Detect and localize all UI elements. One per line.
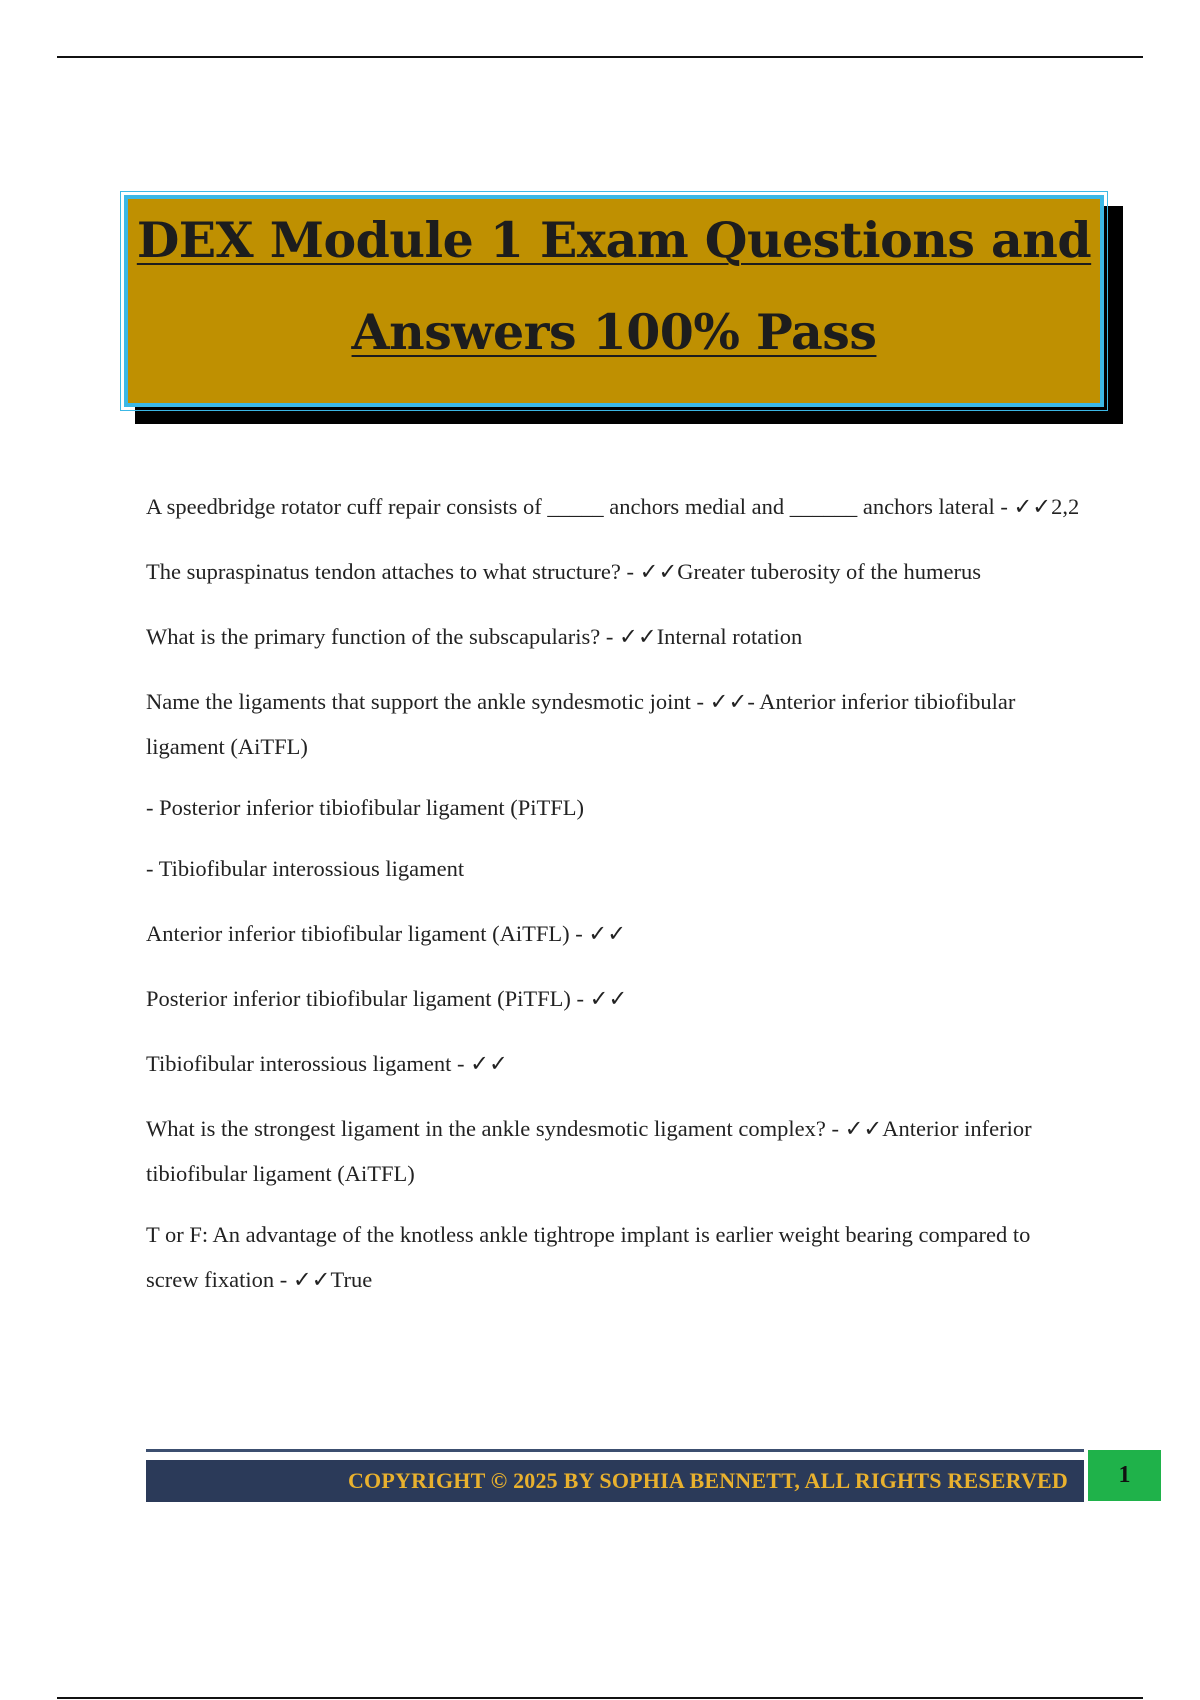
qa-item: - Tibiofibular interossious ligament	[146, 856, 465, 881]
footer-rule	[146, 1449, 1084, 1452]
title-line-1: DEX Module 1 Exam Questions and	[136, 211, 1092, 269]
page-number: 1	[1118, 1462, 1131, 1488]
qa-item: What is the primary function of the subscapularis? - ✓✓Internal rotation	[146, 624, 803, 649]
qa-item: What is the strongest ligament in the ankle syndesmotic ligament complex? - ✓✓Anterior inferior tibiofibular ligament (AiTFL)	[146, 1116, 1032, 1186]
top-rule	[57, 56, 1143, 58]
qa-item: Anterior inferior tibiofibular ligament (AiTFL) - ✓✓	[146, 921, 627, 946]
qa-item: Tibiofibular interossious ligament - ✓✓	[146, 1051, 508, 1076]
qa-item: Posterior inferior tibiofibular ligament (PiTFL) - ✓✓	[146, 986, 628, 1011]
qa-item: Name the ligaments that support the ankle syndesmotic joint - ✓✓- Anterior inferior tibiofibular ligament (AiTFL)	[146, 689, 1016, 759]
bottom-rule	[57, 1697, 1143, 1699]
qa-item: The supraspinatus tendon attaches to what structure? - ✓✓Greater tuberosity of the humerus	[146, 559, 981, 584]
document-body	[146, 484, 1086, 1322]
title-banner	[124, 195, 1104, 407]
qa-item: - Posterior inferior tibiofibular ligament (PiTFL)	[146, 795, 585, 820]
footer-bar	[146, 1460, 1084, 1502]
page-number-badge	[1088, 1450, 1161, 1501]
qa-item: A speedbridge rotator cuff repair consists of _____ anchors medial and ______ anchors lateral - ✓✓2,2	[146, 494, 1080, 519]
qa-item: T or F: An advantage of the knotless ankle tightrope implant is earlier weight bearing compared to screw fixation - ✓✓True	[146, 1222, 1031, 1292]
copyright-text: COPYRIGHT © 2025 BY SOPHIA BENNETT, ALL RIGHTS RESERVED	[347, 1468, 1068, 1493]
title-line-2: Answers 100% Pass	[351, 303, 877, 361]
